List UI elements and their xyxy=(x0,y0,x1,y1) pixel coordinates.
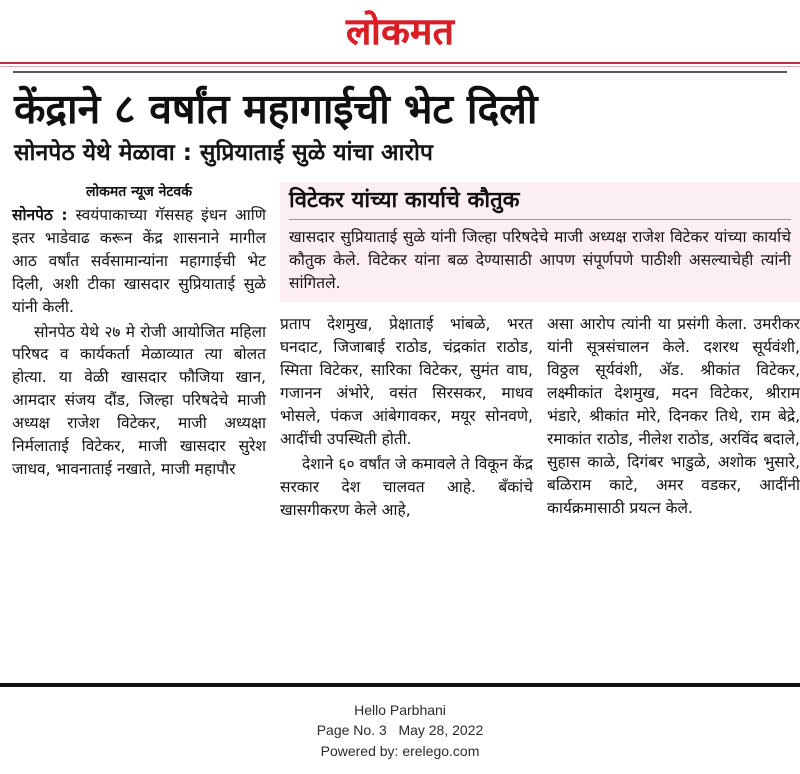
footer-powered-by-line xyxy=(0,741,800,761)
lokmat-logo: लोकमत xyxy=(345,9,455,53)
headline-zone xyxy=(0,73,800,168)
masthead-red-rule-thin xyxy=(0,66,800,67)
article-column-1 xyxy=(12,182,266,483)
highlight-box-divider xyxy=(289,219,791,220)
article-body xyxy=(0,182,800,524)
footer xyxy=(0,700,800,761)
masthead-red-rule xyxy=(0,62,800,64)
byline: लोकमत न्यूज नेटवर्क xyxy=(86,183,192,200)
footer-page-number: Page No. 3 xyxy=(316,722,387,739)
paragraph-2-column-2: देशाने ६० वर्षांत जे कमावले ते विकून केंद्र सरकार देश चालवत आहे. बँकांचे खासगीकरण केले आहे, xyxy=(280,454,533,519)
highlight-box xyxy=(280,182,800,302)
paragraph-1-column-3: असा आरोप त्यांनी या प्रसंगी केला. उमरीकर यांनी सूत्रसंचालन केले. दशरथ सूर्यवंशी, विठ्ठल सूर्यवंशी, अ‍ॅड. श्रीकांत विटेकर, लक्ष्मीकांत देशमुख, मदन विटेकर, श्रीराम भंडारे, श्रीकांत मोरे, दिनकर तिथे, राम बेद्रे, रमाकांत राठोड, नीलेश राठोड, अरविंद बदाले, सुहास काळे, दिगंबर भाडुळे, अशोक भुसारे, बळिराम काटे, अमर वडकर, आदींनी कार्यक्रमासाठी प्रयत्न केले. xyxy=(547,315,800,517)
footer-powered-by: Powered by: erelego.com xyxy=(320,742,480,759)
footer-publication: Hello Parbhani xyxy=(354,702,446,718)
sub-headline: सोनपेठ येथे मेळावा : सुप्रियाताई सुळे यांचा आरोप xyxy=(14,140,433,167)
article-columns-2-3 xyxy=(280,313,800,523)
footer-page-date-line xyxy=(0,720,800,740)
footer-spacer xyxy=(387,722,399,738)
footer-rule xyxy=(0,683,800,687)
article-column-2 xyxy=(280,313,533,523)
article-right-stack xyxy=(280,182,800,524)
paragraph-1-column-1 xyxy=(12,204,266,319)
article-column-3 xyxy=(547,313,800,521)
highlight-box-title: विटेकर यांच्या कार्याचे कौतुक xyxy=(289,187,520,213)
footer-publication-line xyxy=(0,700,800,720)
dateline-place: सोनपेठ : xyxy=(12,205,68,224)
paragraph-2-column-1: सोनपेठ येथे २७ मे रोजी आयोजित महिला परिषद व कार्यकर्ता मेळाव्यात त्या बोलत होत्या. या वेळी खासदार फौजिया खान, आमदार संजय दौंड, जिल्हा परिषदेचे माजी अध्यक्ष राजेश विटेकर, माजी अध्यक्षा निर्मलाताई विटेकर, माजी खासदार सुरेश जाधव, भावनाताई नखाते, माजी महापौर xyxy=(12,322,266,479)
highlight-box-body: खासदार सुप्रियाताई सुळे यांनी जिल्हा परिषदेचे माजी अध्यक्ष राजेश विटेकर यांच्या कार्याचे कौतुक केले. विटेकर यांना बळ देण्यासाठी आपण संपूर्णपणे पाठीशी असल्याचेही त्यांनी सांगितले. xyxy=(289,228,791,292)
paragraph-1-column-2: प्रताप देशमुख, प्रेक्षाताई भांबळे, भरत घनदाट, जिजाबाई राठोड, चंद्रकांत राठोड, स्मिता विटेकर, सारिका विटेकर, सुमंत वाघ, गजानन अंभोरे, वसंत सिरसकर, माधव भोसले, पंकज आंबेगावकर, मयूर सोनवणे, आदींची उपस्थिती होती. xyxy=(280,315,533,448)
masthead xyxy=(0,0,800,62)
page-title: केंद्राने ८ वर्षांत महागाईची भेट दिली xyxy=(14,85,538,133)
footer-date: May 28, 2022 xyxy=(398,722,484,739)
paragraph-1-column-1-text: स्वयंपाकाच्या गॅससह इंधन आणि इतर भाडेवाढ करून केंद्र शासनाने मागील आठ वर्षांत सर्वसामान्यांना महागाईची भेट दिली, अशी टीका खासदार सुप्रियाताई सुळे यांनी केली. xyxy=(12,205,266,316)
